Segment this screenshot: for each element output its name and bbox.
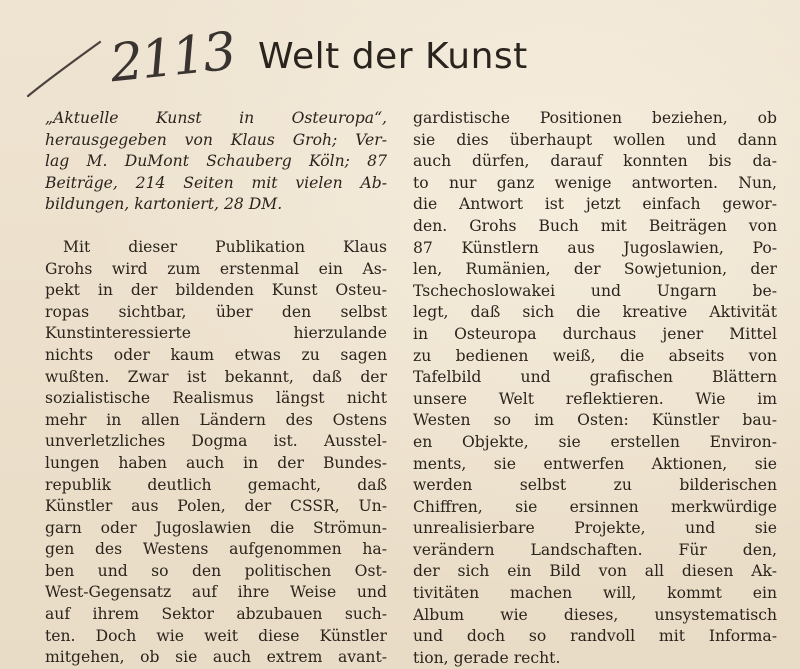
body-line: mitgehen, ob sie auch extrem avant- (45, 648, 387, 667)
left-column (45, 108, 387, 669)
body-line: mehr in allen Ländern des Ostens (45, 410, 387, 429)
book-info-line: „Aktuelle Kunst in Osteuropa“, (45, 109, 387, 127)
body-line: nichts oder kaum etwas zu sagen (45, 345, 387, 364)
book-info-line: herausgegeben von Klaus Groh; Ver- (45, 130, 387, 149)
body-line: tion, gerade recht. (413, 648, 561, 667)
body-line: tivitäten machen will, kommt ein (413, 584, 777, 603)
body-line: gen des Westens aufgenommen ha- (45, 540, 387, 559)
body-line: Kunstinteressierte hierzulande (45, 324, 387, 343)
paragraph-gap (45, 216, 387, 237)
body-line: unrealisierbare Projekte, und sie (413, 519, 777, 538)
body-line: den. Grohs Buch mit Beiträgen von (413, 216, 777, 235)
body-line: ben und so den politischen Ost- (45, 561, 387, 580)
body-line: werden selbst zu bilderischen (413, 476, 777, 495)
body-line: Künstler aus Polen, der CSSR, Un- (45, 497, 387, 516)
article-headline: Welt der Kunst (258, 36, 528, 77)
body-line: Mit dieser Publikation Klaus (63, 237, 387, 256)
book-info-line: lag M. DuMont Schauberg Köln; 87 (45, 152, 387, 171)
body-line: lungen haben auch in der Bundes- (45, 453, 387, 472)
body-line: unsere Welt reflektieren. Wie im (413, 389, 777, 408)
body-line: pekt in der bildenden Kunst Osteu- (45, 281, 387, 300)
body-line: ropas sichtbar, über den selbst (45, 302, 387, 321)
body-line: Tafelbild und grafischen Blättern (413, 368, 777, 387)
body-line: Tschechoslowakei und Ungarn be- (413, 281, 777, 300)
body-line: en Objekte, sie erstellen Environ- (413, 432, 777, 451)
body-line: wußten. Zwar ist bekannt, daß der (45, 367, 387, 386)
body-line: Album wie dieses, unsystematisch (413, 605, 777, 624)
body-line: unverletzliches Dogma ist. Ausstel- (45, 432, 387, 451)
handwritten-note: 2113 (107, 21, 238, 95)
body-line: Grohs wird zum erstenmal ein As- (45, 259, 387, 278)
body-line: Westen so im Osten: Künstler bau- (413, 411, 777, 430)
body-line: legt, daß sich die kreative Aktivität (413, 303, 777, 322)
body-line: der sich ein Bild von all diesen Ak- (413, 562, 777, 581)
body-line: und doch so randvoll mit Informa- (413, 627, 777, 646)
body-line: garn oder Jugoslawien die Strömun- (45, 518, 387, 537)
body-line: ten. Doch wie weit diese Künstler (45, 626, 387, 645)
body-text-left (45, 237, 387, 669)
book-info-line: Beiträge, 214 Seiten mit vielen Ab- (45, 173, 387, 192)
body-line: auch dürfen, darauf konnten bis da- (413, 152, 777, 171)
body-line: auf ihrem Sektor abzubauen such- (45, 605, 387, 624)
right-column (413, 108, 777, 669)
body-line: sozialistische Realismus längst nicht (45, 389, 387, 408)
body-line: in Osteuropa durchaus jener Mittel (413, 324, 777, 343)
body-line: to nur ganz wenige antworten. Nun, (413, 173, 777, 192)
body-line: ments, sie entwerfen Aktionen, sie (413, 454, 777, 473)
book-info (45, 108, 387, 216)
body-line: West-Gegensatz auf ihre Weise und (45, 583, 387, 602)
body-line: Chiffren, sie ersinnen merkwürdige (413, 497, 777, 516)
body-line: sie dies überhaupt wollen und dann (413, 130, 777, 149)
body-line: len, Rumänien, der Sowjetunion, der (413, 260, 777, 279)
body-line: die Antwort ist jetzt einfach gewor- (413, 195, 777, 214)
body-line: 87 Künstlern aus Jugoslawien, Po- (413, 238, 777, 257)
body-line: republik deutlich gemacht, daß (45, 475, 387, 494)
body-line: zu bedienen weiß, die abseits von (413, 346, 777, 365)
body-line: verändern Landschaften. Für den, (413, 540, 777, 559)
body-line: gardistische Positionen beziehen, ob (413, 109, 777, 127)
book-info-line: bildungen, kartoniert, 28 DM. (45, 195, 283, 214)
